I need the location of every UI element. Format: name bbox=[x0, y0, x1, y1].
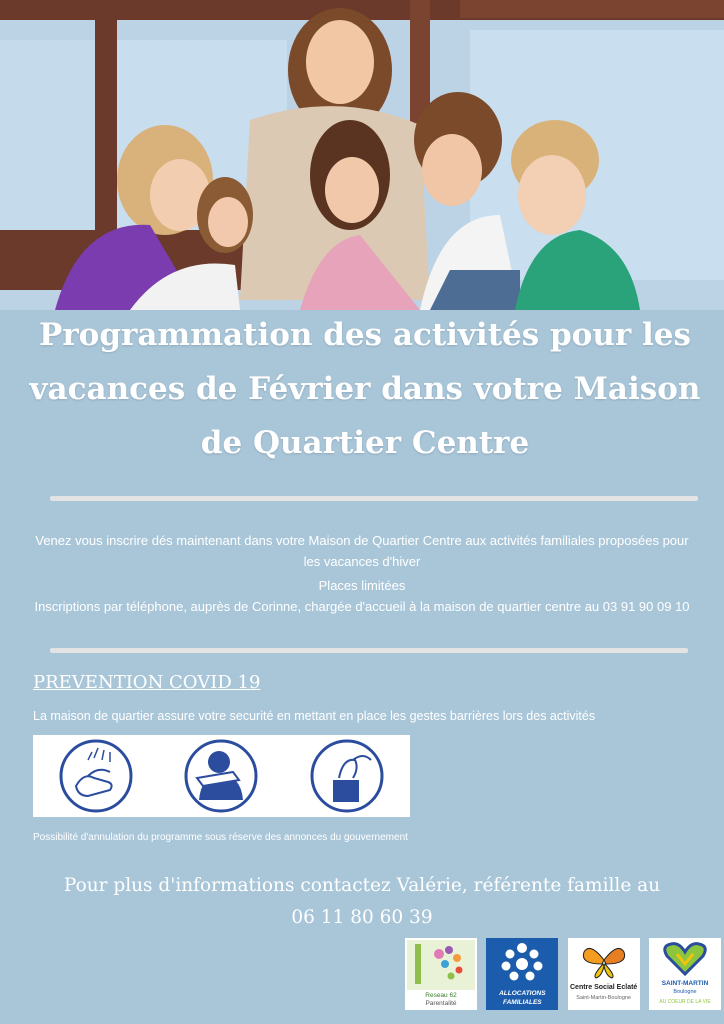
smb-label-1: SAINT-MARTIN bbox=[661, 980, 709, 987]
contact-phone: 06 11 80 60 39 bbox=[291, 907, 433, 928]
smb-label-3: AU COEUR DE LA VIE bbox=[659, 999, 711, 1005]
covid-heading: PREVENTION COVID 19 bbox=[33, 672, 261, 693]
centre-social-label-1: Centre Social Eclaté bbox=[570, 984, 638, 991]
caf-label-2: FAMILIALES bbox=[503, 999, 542, 1006]
centre-social-logo bbox=[568, 938, 640, 1010]
registration-text: Inscriptions par téléphone, auprès de Corinne, chargée d'accueil à la maison de quartier centre au 03 91 90 09 10 bbox=[34, 599, 690, 614]
covid-text: La maison de quartier assure votre securité en mettant en place les gestes barrières lors des activités bbox=[33, 709, 596, 723]
reseau-label-2: Parentalité bbox=[425, 1000, 457, 1007]
intro-text: Venez vous inscrire dés maintenant dans votre Maison de Quartier Centre aux activités familiales proposées pour les vacances d'hiver bbox=[35, 533, 689, 569]
cancellation-note: Possibilité d'annulation du programme sous réserve des annonces du gouvernement bbox=[33, 832, 408, 843]
divider-bottom bbox=[50, 648, 688, 653]
contact-text: Pour plus d'informations contactez Valérie, référente famille au bbox=[63, 875, 661, 896]
cough-in-elbow-icon bbox=[183, 738, 259, 814]
divider-top bbox=[50, 496, 698, 501]
page-title: Programmation des activités pour les vacances de Février dans votre Maison de Quartier Centre bbox=[29, 317, 701, 461]
partner-logos bbox=[405, 938, 721, 1010]
barrier-gestures-panel bbox=[33, 735, 410, 817]
places-limited-text: Places limitées bbox=[318, 578, 406, 593]
reseau-parentalite-mark bbox=[405, 938, 477, 990]
caf-mark bbox=[486, 938, 558, 990]
saint-martin-boulogne-logo bbox=[649, 938, 721, 1010]
heart-icon bbox=[649, 938, 721, 978]
hero-photo-illustration bbox=[0, 0, 724, 310]
butterfly-icon bbox=[568, 938, 640, 982]
reseau-parentalite-logo bbox=[405, 938, 477, 1010]
handwash-icon bbox=[58, 738, 134, 814]
reseau-label-1: Reseau 62 bbox=[425, 992, 457, 999]
caf-logo bbox=[486, 938, 558, 1010]
hero-photo bbox=[0, 0, 724, 310]
contact-block bbox=[0, 870, 724, 934]
tissue-icon bbox=[309, 738, 385, 814]
smb-label-2: Boulogne bbox=[673, 989, 697, 995]
centre-social-label-2: Saint-Martin-Boulogne bbox=[576, 995, 632, 1001]
caf-label-1: ALLOCATIONS bbox=[499, 990, 546, 997]
